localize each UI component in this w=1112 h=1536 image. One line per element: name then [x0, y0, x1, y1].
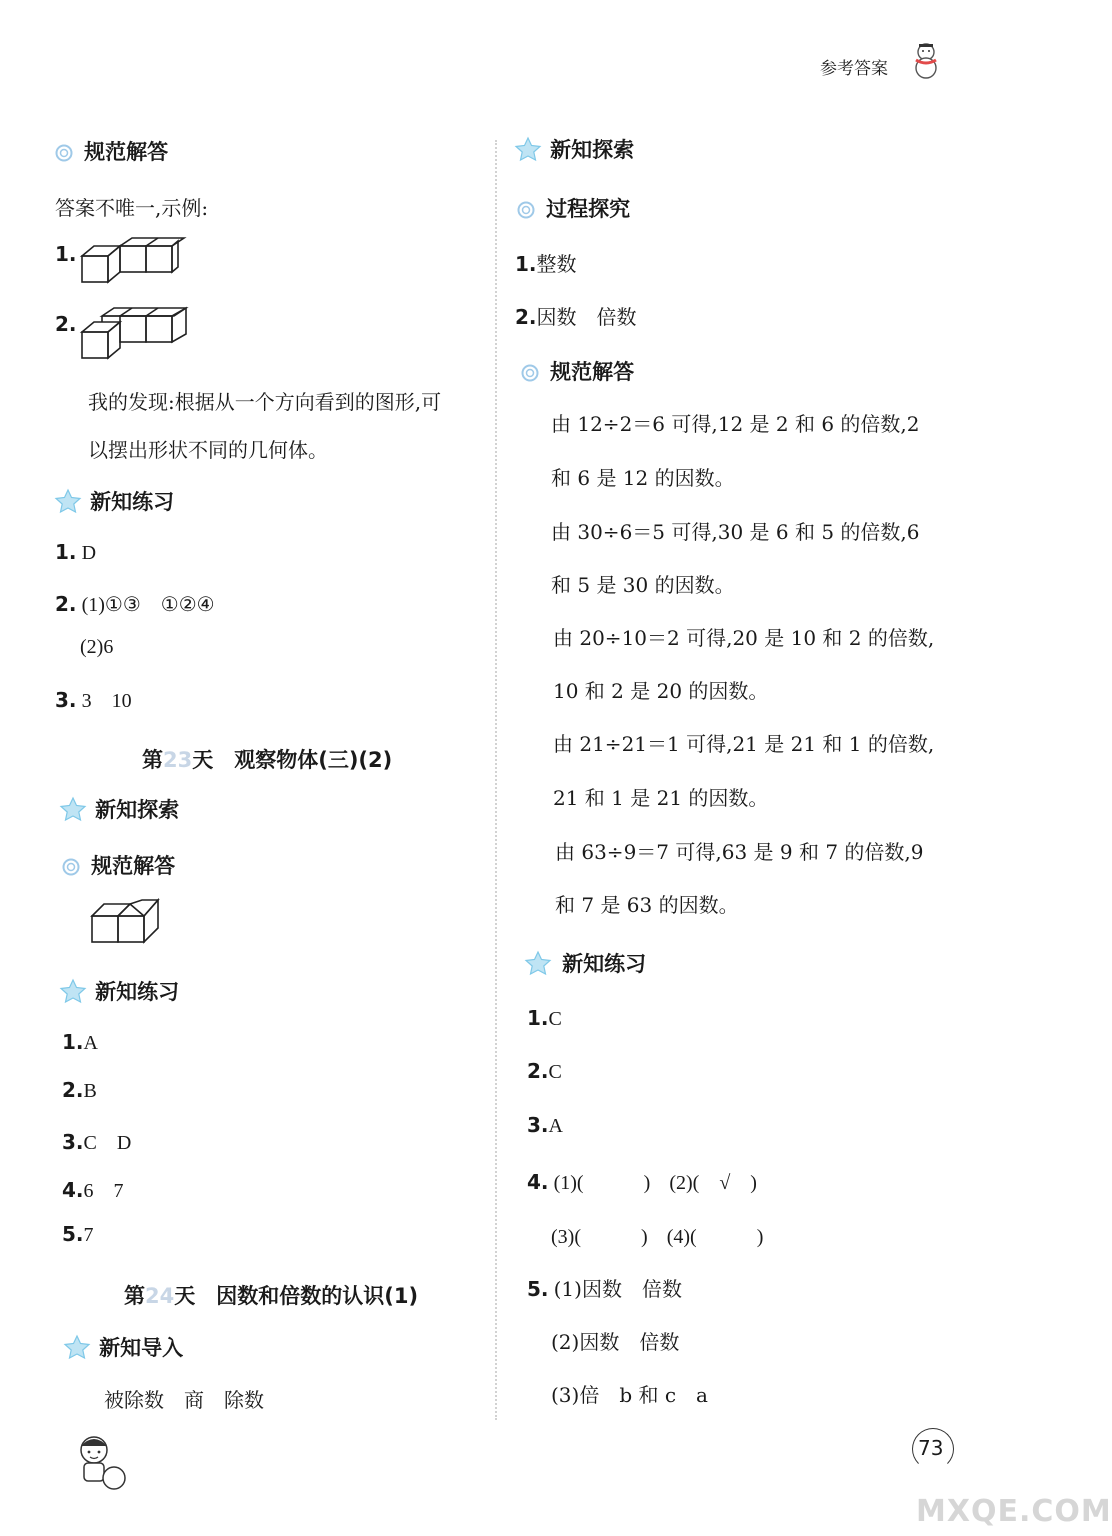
answer-row: [55, 540, 96, 565]
question-number: 3.: [62, 1130, 84, 1154]
section-title: 规范解答: [84, 140, 169, 164]
question-number: 2.: [527, 1059, 549, 1083]
column-divider: [495, 140, 497, 1420]
answer-text: A: [548, 1115, 563, 1137]
item-number: 2.: [55, 312, 77, 336]
day-subtitle: 天 因数和倍数的认识(1): [174, 1284, 419, 1308]
answer-row: [527, 1273, 682, 1302]
explanation-line: 由 63÷9＝7 可得,63 是 9 和 7 的倍数,9: [555, 840, 924, 864]
section-title: 新知练习: [90, 490, 175, 514]
answer-text: (1)因数 倍数: [553, 1277, 682, 1301]
answer-text: (4)( ): [666, 1226, 764, 1248]
question-number: 1.: [62, 1030, 84, 1054]
day-prefix: 第: [142, 748, 163, 772]
section-process: [517, 193, 630, 223]
answer-text: (3)倍 b 和 c a: [551, 1383, 708, 1407]
answer-row: [551, 1220, 763, 1249]
answer-text: 6 7: [83, 1180, 124, 1202]
answer-text: 整数: [536, 252, 577, 276]
question-number: 1.: [527, 1006, 549, 1030]
snowman-icon: [906, 40, 946, 80]
day-number: 24: [145, 1284, 175, 1308]
question-number: 5.: [62, 1222, 84, 1246]
section-standard-answer: [521, 356, 634, 386]
star-icon: [515, 137, 541, 161]
section-title: 新知导入: [99, 1336, 184, 1360]
answer-row: [55, 588, 215, 617]
watermark: MXQE.COM: [916, 1494, 1112, 1529]
explanation-line: 10 和 2 是 20 的因数。: [553, 679, 769, 703]
answer-text: 3 10: [81, 690, 132, 712]
answer-text: 7: [83, 1224, 94, 1246]
answer-row: [527, 1006, 562, 1031]
cube-figure-2: [80, 306, 192, 362]
answer-text: (2)( √ ): [669, 1172, 757, 1194]
question-number: 1.: [515, 252, 537, 276]
section-standard-answer: [62, 850, 175, 880]
day-heading: [142, 744, 392, 774]
section-new-practice: [525, 948, 646, 978]
star-icon: [525, 951, 551, 975]
finding-line-2: 以摆出形状不同的几何体。: [88, 438, 328, 462]
answer-row: [62, 1078, 97, 1103]
section-title: 新知练习: [562, 952, 647, 976]
answer-row: [62, 1126, 131, 1155]
star-icon: [60, 797, 86, 821]
answer-text: D: [81, 542, 97, 564]
star-icon: [55, 489, 81, 513]
answer-row: [527, 1166, 757, 1195]
explanation-line: 由 21÷21＝1 可得,21 是 21 和 1 的倍数,: [553, 732, 935, 756]
question-number: 3.: [527, 1113, 549, 1137]
section-new-explore: [515, 134, 634, 164]
answer-text: B: [83, 1080, 97, 1102]
star-icon: [64, 1335, 90, 1359]
section-title: 新知练习: [95, 980, 180, 1004]
circle-bullet-icon: [55, 144, 73, 162]
question-number: 4.: [527, 1170, 549, 1194]
cube-figure-1: [80, 238, 180, 284]
question-number: 1.: [55, 540, 77, 564]
day-subtitle: 天 观察物体(三)(2): [192, 748, 393, 772]
answer-row: [62, 1174, 124, 1203]
day-prefix: 第: [124, 1284, 145, 1308]
section-new-practice: [60, 976, 179, 1006]
section-title: 规范解答: [91, 854, 176, 878]
explanation-line: 和 5 是 30 的因数。: [551, 573, 735, 597]
answer-row: [527, 1059, 562, 1084]
finding-line-1: 我的发现:根据从一个方向看到的图形,可: [88, 390, 442, 414]
intro-text: 答案不唯一,示例:: [55, 196, 209, 220]
answer-text: C D: [83, 1132, 132, 1154]
section-new-intro: [64, 1332, 183, 1362]
answer-row: [55, 684, 132, 713]
explanation-line: 21 和 1 是 21 的因数。: [553, 786, 769, 810]
answer-row: [515, 301, 637, 330]
answer-row: [527, 1113, 563, 1138]
answer-text: (2)因数 倍数: [551, 1330, 680, 1354]
question-number: 2.: [62, 1078, 84, 1102]
question-number: 2.: [515, 305, 537, 329]
page-number: 73: [918, 1436, 944, 1460]
star-icon: [60, 979, 86, 1003]
header-title: 参考答案: [820, 59, 888, 79]
answer-text: (3)( ): [551, 1226, 648, 1248]
section-title: 过程探究: [546, 197, 631, 221]
section-new-explore: [60, 794, 179, 824]
answer-text: A: [83, 1032, 98, 1054]
cube-figure-3: [90, 898, 164, 946]
section-title: 规范解答: [550, 360, 635, 384]
explanation-line: 由 12÷2＝6 可得,12 是 2 和 6 的倍数,2: [551, 412, 920, 436]
item-number: 1.: [55, 242, 77, 266]
day-number: 23: [163, 748, 193, 772]
answer-text: 因数 倍数: [536, 305, 637, 329]
question-number: 4.: [62, 1178, 84, 1202]
answer-text: (1)( ): [553, 1172, 651, 1194]
explanation-line: 和 7 是 63 的因数。: [555, 893, 739, 917]
section-title: 新知探索: [550, 138, 635, 162]
day-heading: [124, 1280, 418, 1310]
answer-text: C: [548, 1061, 562, 1083]
answer-text: 被除数 商 除数: [104, 1388, 264, 1412]
explanation-line: 和 6 是 12 的因数。: [551, 466, 735, 490]
circle-bullet-icon: [517, 201, 535, 219]
answer-text: C: [548, 1008, 562, 1030]
kid-mascot-icon: [66, 1432, 130, 1492]
question-number: 5.: [527, 1277, 549, 1301]
question-number: 3.: [55, 688, 77, 712]
section-new-practice: [55, 486, 174, 516]
section-title: 新知探索: [95, 798, 180, 822]
section-standard-answer: [55, 136, 168, 166]
answer-row: [62, 1030, 98, 1055]
question-number: 2.: [55, 592, 77, 616]
answer-text: (1)①③ ①②④: [81, 594, 215, 616]
explanation-line: 由 30÷6＝5 可得,30 是 6 和 5 的倍数,6: [551, 520, 920, 544]
explanation-line: 由 20÷10＝2 可得,20 是 10 和 2 的倍数,: [553, 626, 935, 650]
circle-bullet-icon: [521, 364, 539, 382]
answer-text: (2)6: [80, 636, 114, 658]
answer-row: [62, 1222, 94, 1247]
answer-row: [515, 248, 577, 277]
circle-bullet-icon: [62, 858, 80, 876]
